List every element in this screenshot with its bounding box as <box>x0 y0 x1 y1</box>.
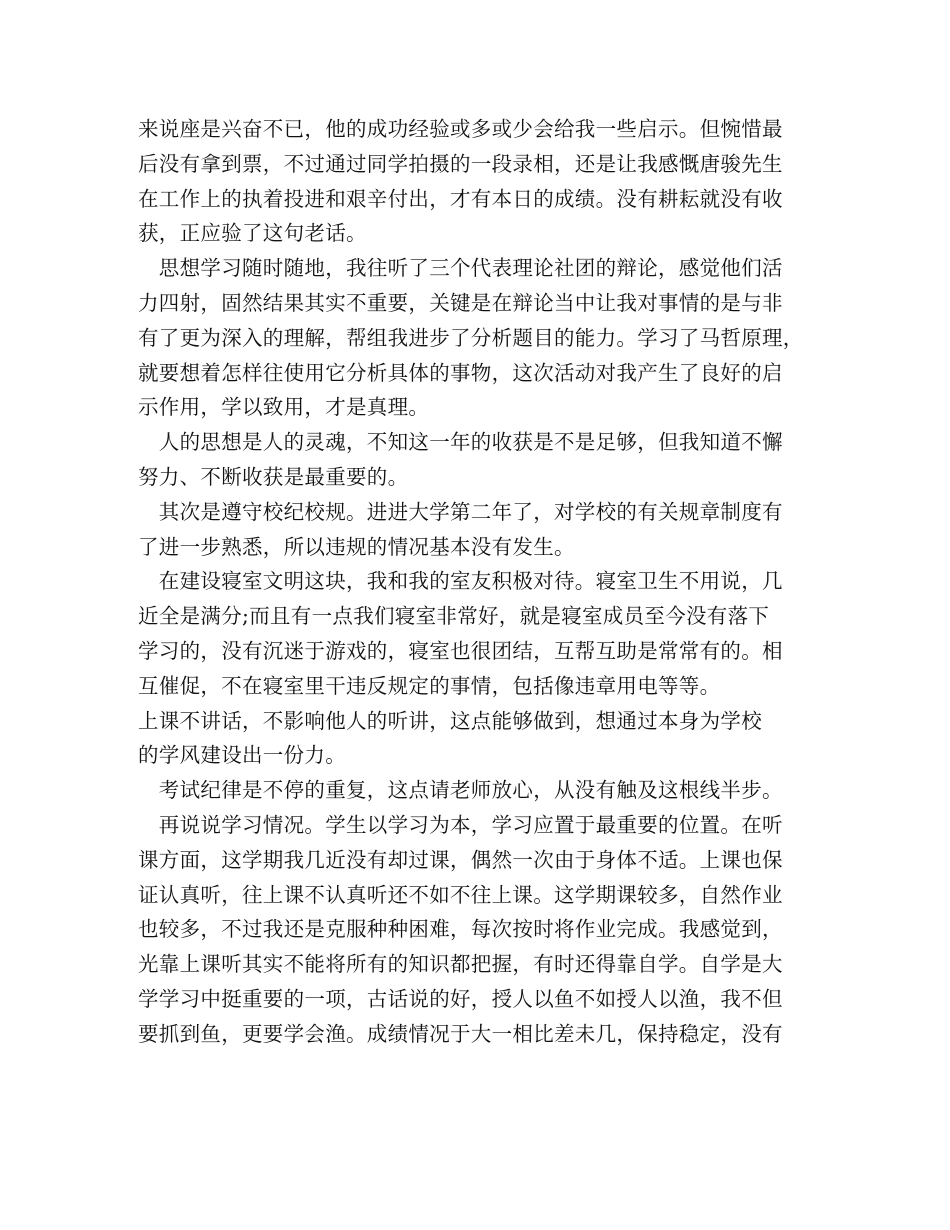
text-line: 其次是遵守校纪校规。进进大学第二年了，对学校的有关规章制度有 <box>138 499 783 524</box>
text-line: 证认真听，往上课不认真听还不如不往上课。这学期课较多，自然作业 <box>138 882 783 907</box>
text-line: 学学习中挺重要的一项，古话说的好，授人以鱼不如授人以渔，我不但 <box>138 986 783 1011</box>
text-line: 后没有拿到票，不过通过同学拍摄的一段录相，还是让我感慨唐骏先生 <box>138 151 783 176</box>
text-line: 在建设寝室文明这块，我和我的室友积极对待。寝室卫生不用说，几 <box>138 569 783 594</box>
text-line: 获，正应验了这句老话。 <box>138 221 367 246</box>
text-line: 了进一步熟悉，所以违规的情况基本没有发生。 <box>138 534 575 559</box>
text-line: 学习的，没有沉迷于游戏的，寝室也很团结，互帮互助是常常有的。相 <box>138 638 783 663</box>
text-line: 示作用，学以致用，才是真理。 <box>138 395 430 420</box>
text-line: 近全是满分;而且有一点我们寝室非常好，就是寝室成员至今没有落下 <box>138 604 770 629</box>
text-line: 在工作上的执着投进和艰辛付出，才有本日的成绩。没有耕耘就没有收 <box>138 186 783 211</box>
text-line: 要抓到鱼，更要学会渔。成绩情况于大一相比差未几，保持稳定，没有 <box>138 1021 783 1046</box>
text-line: 努力、不断收获是最重要的。 <box>138 464 409 489</box>
text-line: 互催促，不在寝室里干违反规定的事情，包括像违章用电等等。 <box>138 673 721 698</box>
text-line: 课方面，这学期我几近没有却过课，偶然一次由于身体不适。上课也保 <box>138 847 783 872</box>
text-line: 上课不讲话，不影响他人的听讲，这点能够做到，想通过本身为学校 <box>138 708 762 733</box>
text-line: 的学风建设出一份力。 <box>138 743 346 768</box>
text-line: 光靠上课听其实不能将所有的知识都把握，有时还得靠自学。自学是大 <box>138 952 783 977</box>
text-line: 有了更为深入的理解，帮组我进步了分析题目的能力。学习了马哲原理， <box>138 325 804 350</box>
text-line: 就要想着怎样往使用它分析具体的事物，这次活动对我产生了良好的启 <box>138 360 783 385</box>
text-line: 人的思想是人的灵魂，不知这一年的收获是不是足够，但我知道不懈 <box>138 430 783 455</box>
text-line: 考试纪律是不停的重复，这点请老师放心，从没有触及这根线半步。 <box>138 778 783 803</box>
text-line: 也较多，不过我还是克服种种困难，每次按时将作业完成。我感觉到， <box>138 917 783 942</box>
body-text <box>138 112 828 1052</box>
text-line: 再说说学习情况。学生以学习为本，学习应置于最重要的位置。在听 <box>138 812 783 837</box>
text-line: 力四射，固然结果其实不重要，关键是在辩论当中让我对事情的是与非 <box>138 290 783 315</box>
text-line: 来说座是兴奋不已，他的成功经验或多或少会给我一些启示。但惋惜最 <box>138 117 783 141</box>
text-line: 思想学习随时随地，我往听了三个代表理论社团的辩论，感觉他们活 <box>138 256 783 281</box>
